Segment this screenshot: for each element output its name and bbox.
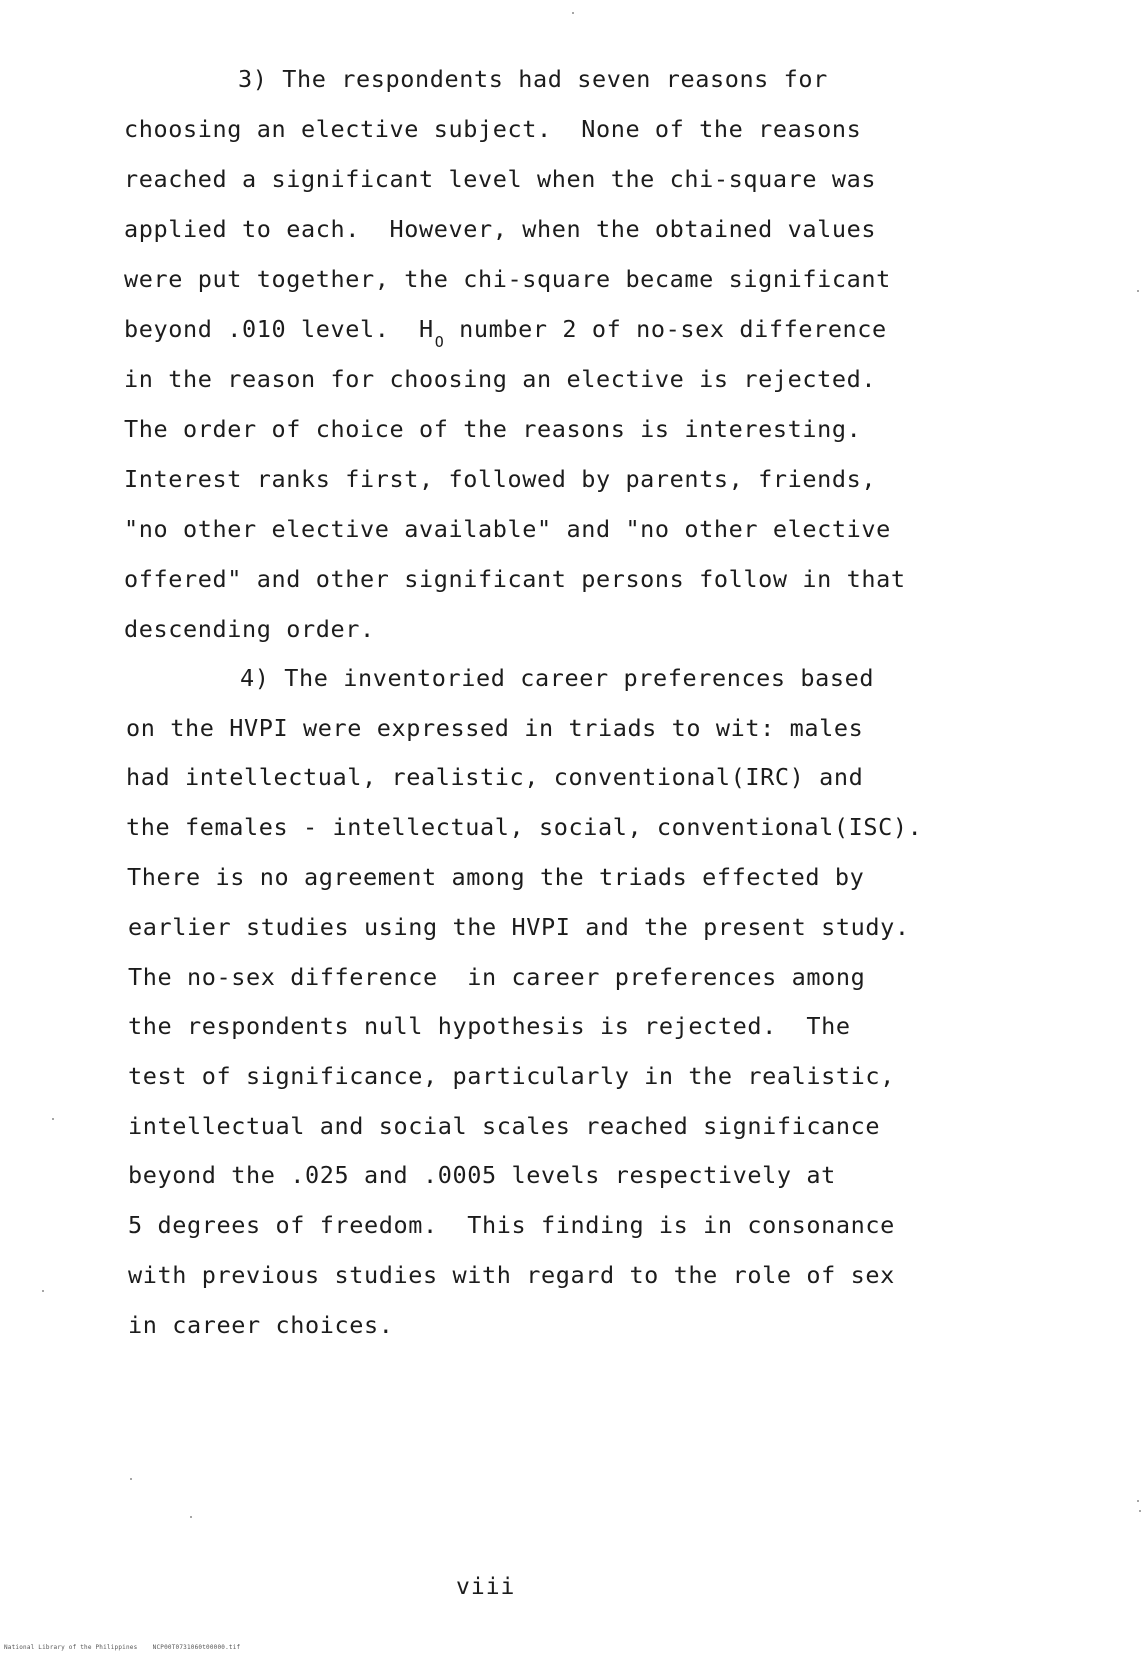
text-segment: beyond .010 level. — [124, 315, 419, 343]
scan-speck — [1139, 1510, 1141, 1512]
text-line: earlier studies using the HVPI and the present study. — [128, 913, 910, 941]
text-line: The order of choice of the reasons is interesting. — [124, 415, 862, 443]
null-hypothesis-symbol: H — [418, 315, 434, 343]
text-line: choosing an elective subject. None of the reasons — [124, 115, 862, 143]
scan-speck — [1137, 290, 1139, 292]
text-line: on the HVPI were expressed in triads to wit: males — [126, 714, 864, 742]
text-line: were put together, the chi-square became significant — [124, 265, 891, 293]
text-line: in career choices. — [128, 1311, 394, 1339]
text-line: with previous studies with regard to the role of sex — [128, 1261, 895, 1289]
text-line: 5 degrees of freedom. This finding is in consonance — [128, 1211, 895, 1239]
text-line: test of significance, particularly in the realistic, — [128, 1062, 895, 1090]
text-line: beyond the .025 and .0005 levels respectively at — [128, 1161, 836, 1189]
text-line: reached a significant level when the chi-square was — [124, 165, 877, 193]
text-line: applied to each. However, when the obtained values — [124, 215, 877, 243]
scan-speck — [42, 1290, 44, 1292]
scan-speck — [572, 12, 574, 14]
text-segment: number 2 of no-sex difference — [459, 315, 887, 343]
text-line: the females - intellectual, social, conventional(ISC). — [126, 813, 923, 841]
text-line: in the reason for choosing an elective is rejected. — [124, 365, 877, 393]
text-line: 3) The respondents had seven reasons for — [238, 65, 828, 93]
text-line: intellectual and social scales reached significance — [128, 1112, 881, 1140]
text-line: offered" and other significant persons follow in that — [124, 565, 906, 593]
scan-speck — [1137, 1500, 1139, 1502]
scan-speck — [130, 1478, 132, 1480]
null-hypothesis-subscript: O — [434, 333, 445, 351]
text-line: There is no agreement among the triads effected by — [127, 863, 865, 891]
text-line: had intellectual, realistic, conventional(IRC) and — [126, 763, 864, 791]
text-line: The no-sex difference in career preferences among — [128, 963, 866, 991]
scan-speck — [52, 1118, 54, 1120]
text-line: Interest ranks first, followed by parents, friends, — [124, 465, 877, 493]
text-line: the respondents null hypothesis is rejected. The — [128, 1012, 851, 1040]
page-number: viii — [456, 1574, 516, 1600]
text-line: 4) The inventoried career preferences based — [240, 664, 875, 692]
text-line-with-hypothesis-symbol — [124, 314, 887, 351]
scan-speck — [190, 1516, 192, 1518]
text-line: "no other elective available" and "no other elective — [124, 515, 891, 543]
text-segment — [444, 315, 459, 343]
text-line: descending order. — [124, 615, 375, 643]
scan-footer: National Library of the Philippines NCP00T0731060t00000.tif — [4, 1644, 241, 1651]
